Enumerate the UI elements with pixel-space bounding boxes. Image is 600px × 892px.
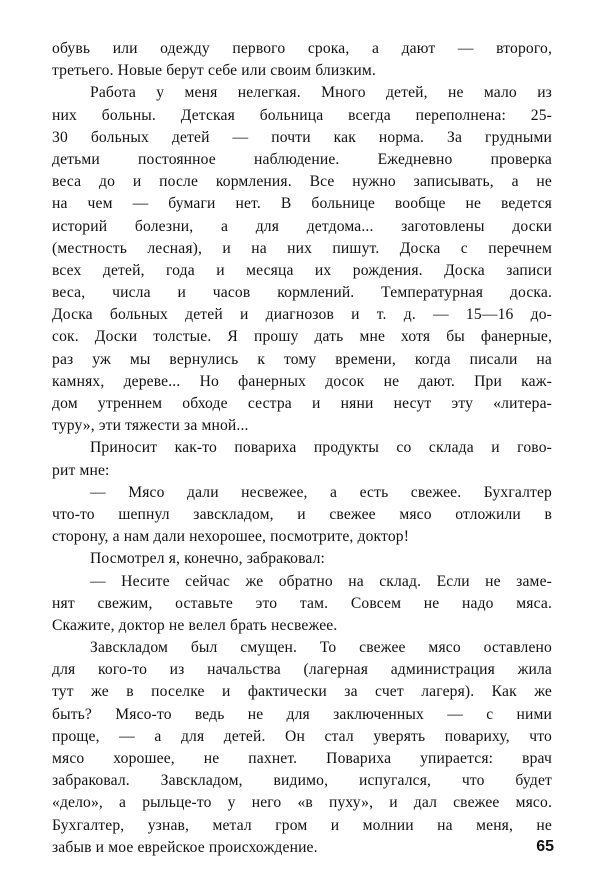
text-line: — Несите сейчас же обратно на склад. Если не заме- xyxy=(90,572,552,590)
paragraph xyxy=(52,548,552,570)
text-line: Доска больных детей и диагнозов и т. д. — 15—16 до- xyxy=(52,306,552,324)
text-line: Завскладом был смущен. То свежее мясо оставлено xyxy=(90,639,552,657)
text-line: на чем — бумаги нет. В больнице вообще не ведется xyxy=(52,195,552,213)
text-line: Работа у меня нелегкая. Много детей, не мало из xyxy=(90,84,552,102)
text-line: сок. Доски толстые. Я прошу дать мне хотя бы фанерные, xyxy=(52,328,552,346)
text-line: всех детей, года и месяца их рождения. Доска записи xyxy=(52,261,552,279)
text-line: Приносит как-то повариха продукты со склада и гово- xyxy=(90,439,552,457)
text-line: Бухгалтер, узнав, метал гром и молнии на меня, не xyxy=(52,816,552,834)
text-line: что-то шепнул завскладом, и свежее мясо отложили в xyxy=(52,505,552,523)
text-line: проще, — а для детей. Он стал уверять повариху, что xyxy=(52,727,552,745)
text-line: дом утреннем обходе сестра и няни несут эту «литера- xyxy=(52,395,552,412)
text-line: раз уж мы вернулись к тому времени, когда писали на xyxy=(52,350,552,368)
text-line: Скажите, доктор не велел брать несвежее. xyxy=(52,616,338,634)
paragraph xyxy=(52,38,552,82)
text-line: туру», эти тяжести за мной... xyxy=(52,417,249,435)
body-text xyxy=(52,38,552,859)
text-line: — Мясо дали несвежее, а есть свежее. Бухгалтер xyxy=(90,483,552,501)
paragraph xyxy=(52,437,552,481)
text-line: них больны. Детская больница всегда переполнена: 25- xyxy=(52,106,552,124)
text-line: тут же в поселке и фактически за счет лагеря). Как же xyxy=(52,683,552,701)
text-line: «дело», а рыльце-то у него «в пуху», и дал свежее мясо. xyxy=(52,794,552,812)
paragraph xyxy=(52,571,552,638)
text-line: Посмотрел я, конечно, забраковал: xyxy=(90,550,326,568)
paragraph xyxy=(52,637,552,859)
text-line: третьего. Новые берут себе или своим близким. xyxy=(52,62,376,80)
text-line: мясо хорошее, не пахнет. Повариха упирается: врач xyxy=(52,750,552,767)
text-line: камнях, дереве... Но фанерных досок не дают. При каж- xyxy=(52,372,552,390)
text-line: историй болезни, а для детдома... заготовлены доски xyxy=(52,217,552,235)
text-line: веса до и после кормления. Все нужно записывать, а не xyxy=(52,173,552,191)
text-line: (местность лесная), и на них пишут. Доска с перечнем xyxy=(52,239,552,257)
text-line: сторону, а нам дали нехорошее, посмотрите, доктор! xyxy=(52,528,410,546)
text-line: 30 больных детей — почти как норма. За грудными xyxy=(52,128,552,146)
text-line: детьми постоянное наблюдение. Ежедневно проверка xyxy=(52,150,552,168)
text-line: быть? Мясо-то ведь не для заключенных — с ними xyxy=(52,705,552,723)
text-line: забраковал. Завскладом, видимо, испугался, что будет xyxy=(52,772,552,790)
paragraph xyxy=(52,82,552,437)
page-number: 65 xyxy=(536,838,554,855)
text-line: нят свежим, оставьте это там. Совсем не надо мяса. xyxy=(52,594,552,612)
text-line: забыв и мое еврейское происхождение. xyxy=(52,838,318,856)
text-line: обувь или одежду первого срока, а дают — второго, xyxy=(52,40,552,57)
text-line: рит мне: xyxy=(52,461,110,479)
text-line: для кого-то из начальства (лагерная администрация жила xyxy=(52,661,552,679)
paragraph xyxy=(52,482,552,549)
text-line: веса, числа и часов кормлений. Температурная доска. xyxy=(52,284,552,302)
